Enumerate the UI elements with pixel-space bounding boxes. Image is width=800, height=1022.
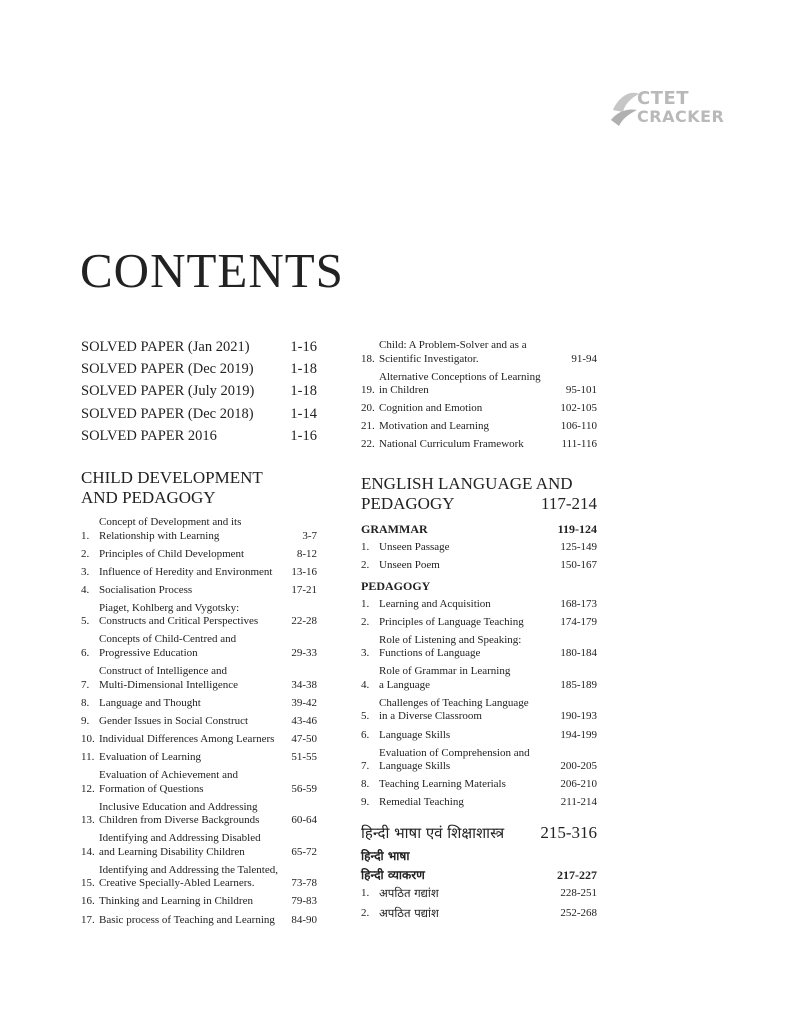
toc-item-title-line: Constructs and Critical Perspectives xyxy=(99,615,259,628)
hindi-bhasha-subheading xyxy=(361,848,597,864)
hindi-section xyxy=(361,823,597,926)
toc-item xyxy=(361,665,597,692)
toc-item-title xyxy=(379,541,554,555)
toc-item-title-line: Children from Diverse Backgrounds xyxy=(99,814,260,827)
toc-item-number: 3. xyxy=(361,647,370,660)
toc-item-title xyxy=(379,778,554,792)
toc-item-number: 8. xyxy=(361,778,370,791)
solved-paper-label: SOLVED PAPER (Jan 2021) xyxy=(81,339,250,355)
toc-item-number: 7. xyxy=(361,760,370,773)
toc-item-title-line: Language and Thought xyxy=(99,696,201,709)
toc-item-title xyxy=(379,402,554,416)
toc-item-pages: 252-268 xyxy=(560,907,597,919)
toc-item-number: 20. xyxy=(361,402,375,415)
ctet-cracker-logo xyxy=(611,88,723,132)
toc-item-pages: 194-199 xyxy=(560,728,597,741)
toc-item-title-line: Motivation and Learning xyxy=(379,420,489,433)
toc-item-pages: 65-72 xyxy=(291,845,317,858)
toc-item-number: 1. xyxy=(81,529,90,542)
toc-item-pages: 3-7 xyxy=(302,529,317,542)
toc-item-title-line: Relationship with Learning xyxy=(99,529,220,542)
toc-item-title xyxy=(379,634,554,661)
toc-item-title-line: Language Skills xyxy=(379,760,451,773)
toc-item-title xyxy=(99,864,285,891)
toc-item-title-line: Evaluation of Learning xyxy=(99,750,202,763)
toc-item-number: 6. xyxy=(361,728,370,741)
toc-item-title-line: Concepts of Child-Centred and xyxy=(99,633,237,646)
toc-item xyxy=(81,584,317,598)
toc-item-title-line: Formation of Questions xyxy=(99,782,204,795)
solved-papers-list xyxy=(81,336,317,447)
toc-item xyxy=(81,914,317,928)
section-heading-line: CHILD DEVELOPMENT xyxy=(81,468,263,487)
toc-item-title-line: Functions of Language xyxy=(379,647,481,660)
toc-item-title xyxy=(379,697,554,724)
toc-item xyxy=(361,796,597,810)
toc-item-number: 17. xyxy=(81,913,95,926)
toc-item-number: 4. xyxy=(361,678,370,691)
section-heading xyxy=(361,474,597,514)
toc-item xyxy=(361,634,597,661)
toc-item-title-line: Language Skills xyxy=(379,728,451,741)
toc-item-title-line: Unseen Poem xyxy=(379,559,440,572)
toc-item xyxy=(81,751,317,765)
subheading-label: PEDAGOGY xyxy=(361,578,431,593)
toc-item-title xyxy=(379,371,560,398)
toc-item-title-line: Piaget, Kohlberg and Vygotsky: xyxy=(99,601,240,614)
toc-item-title-line: Child: A Problem-Solver and as a xyxy=(379,339,527,351)
toc-item-pages: 174-179 xyxy=(560,615,597,628)
toc-item-pages: 60-64 xyxy=(291,814,317,827)
toc-item-title-line: Identifying and Addressing Disabled xyxy=(99,832,261,845)
solved-paper-pages: 1-16 xyxy=(290,427,317,444)
toc-item-title-line: a Language xyxy=(379,678,430,691)
toc-item-title-line: Remedial Teaching xyxy=(379,796,464,809)
toc-item-title-line: Basic process of Teaching and Learning xyxy=(99,913,275,926)
toc-item-title-line: Construct of Intelligence and xyxy=(99,665,227,678)
toc-item-title xyxy=(99,602,285,629)
section-heading-line: ENGLISH LANGUAGE AND xyxy=(361,474,573,493)
subheading-label: GRAMMAR xyxy=(361,522,428,536)
toc-item-title-line: Learning and Acquisition xyxy=(379,597,491,610)
toc-item-pages: 185-189 xyxy=(560,678,597,691)
toc-item xyxy=(81,895,317,909)
toc-item-title xyxy=(379,616,554,630)
toc-item-pages: 111-116 xyxy=(561,438,597,451)
solved-paper-row xyxy=(81,425,317,447)
toc-item-title: अपठित पद्यांश xyxy=(379,906,439,920)
toc-item-title xyxy=(99,832,285,859)
toc-item-number: 9. xyxy=(361,796,370,809)
toc-item-number: 1. xyxy=(361,541,370,553)
toc-item-number: 16. xyxy=(81,895,95,908)
toc-item-number: 2. xyxy=(361,907,370,919)
solved-paper-pages: 1-18 xyxy=(290,383,317,400)
toc-item-title-line: Principles of Language Teaching xyxy=(379,615,524,628)
toc-item-number: 11. xyxy=(81,750,95,763)
toc-item-title xyxy=(99,516,296,543)
toc-item xyxy=(81,715,317,729)
toc-item-title xyxy=(379,438,556,452)
logo-line-1: CTET xyxy=(637,88,690,109)
toc-item-title xyxy=(99,914,285,928)
toc-item-number: 14. xyxy=(81,845,95,858)
toc-item-pages: 180-184 xyxy=(560,647,597,660)
toc-item-title-line: National Curriculum Framework xyxy=(379,438,524,451)
toc-item-pages: 34-38 xyxy=(291,678,317,691)
toc-item-pages: 206-210 xyxy=(560,778,597,791)
toc-item-pages: 51-55 xyxy=(291,750,317,763)
solved-paper-label: SOLVED PAPER (July 2019) xyxy=(81,383,255,400)
section-heading-text: PEDAGOGY xyxy=(361,494,455,513)
toc-item xyxy=(81,864,317,891)
toc-item-number: 9. xyxy=(81,714,90,727)
toc-item-number: 15. xyxy=(81,877,95,890)
hindi-heading-text: हिन्दी भाषा एवं शिक्षाशास्त्र xyxy=(361,824,505,842)
hindi-heading-pages: 215-316 xyxy=(540,823,597,842)
toc-item-pages: 22-28 xyxy=(291,615,317,628)
toc-item-number: 12. xyxy=(81,782,95,795)
toc-item-title-line: Creative Specially-Abled Learners. xyxy=(99,877,255,890)
toc-item xyxy=(361,697,597,724)
toc-item-title-line: Cognition and Emotion xyxy=(379,402,483,415)
toc-item-number: 5. xyxy=(361,710,370,723)
child-development-continued xyxy=(361,339,597,456)
toc-item-pages: 8-12 xyxy=(296,547,317,560)
toc-item-title xyxy=(99,584,285,598)
toc-item xyxy=(81,633,317,660)
toc-item-title-line: and Learning Disability Children xyxy=(99,845,245,858)
toc-item-pages: 95-101 xyxy=(565,384,597,397)
toc-item-title-line: Role of Grammar in Learning xyxy=(379,665,511,678)
toc-item-number: 13. xyxy=(81,814,95,827)
toc-item-pages: 56-59 xyxy=(291,782,317,795)
solved-paper-row xyxy=(81,403,317,425)
toc-item-title-line: Unseen Passage xyxy=(379,541,450,553)
toc-item xyxy=(361,438,597,452)
toc-item-title xyxy=(99,769,285,796)
toc-item-pages: 43-46 xyxy=(291,714,317,727)
toc-item-pages: 84-90 xyxy=(291,913,317,926)
subheading-pages: 217-227 xyxy=(557,868,597,882)
toc-item-title-line: Gender Issues in Social Construct xyxy=(99,714,249,727)
toc-item xyxy=(361,616,597,630)
toc-item-title-line: in Children xyxy=(379,384,429,397)
toc-item xyxy=(81,566,317,580)
toc-item xyxy=(361,559,597,573)
toc-item-title xyxy=(99,633,285,660)
toc-item-number: 3. xyxy=(81,565,90,578)
toc-item xyxy=(81,697,317,711)
toc-item-pages: 73-78 xyxy=(291,877,317,890)
toc-item xyxy=(361,371,597,398)
section-heading xyxy=(81,468,317,508)
toc-item xyxy=(81,516,317,543)
toc-item-number: 7. xyxy=(81,678,90,691)
solved-paper-row xyxy=(81,336,317,358)
toc-item-title xyxy=(379,747,554,774)
toc-item-number: 8. xyxy=(81,696,90,709)
toc-item-pages: 91-94 xyxy=(571,352,597,365)
hindi-vyakaran-subheading xyxy=(361,867,597,883)
toc-item-title xyxy=(379,729,554,743)
toc-item-title: अपठित गद्यांश xyxy=(379,886,439,900)
toc-item xyxy=(361,598,597,612)
toc-item xyxy=(361,402,597,416)
solved-paper-pages: 1-14 xyxy=(290,405,317,422)
toc-item xyxy=(81,665,317,692)
toc-item-title xyxy=(99,801,285,828)
subheading-label: हिन्दी भाषा xyxy=(361,849,410,863)
toc-item-pages: 39-42 xyxy=(291,696,317,709)
toc-item-title-line: Principles of Child Development xyxy=(99,547,245,560)
toc-item xyxy=(81,769,317,796)
toc-item-number: 19. xyxy=(361,384,375,397)
subheading-label: हिन्दी व्याकरण xyxy=(361,868,425,882)
solved-paper-label: SOLVED PAPER 2016 xyxy=(81,427,217,444)
toc-item xyxy=(361,906,597,920)
toc-item xyxy=(361,886,597,900)
toc-item-title xyxy=(99,895,285,909)
page-title: CONTENTS xyxy=(80,243,344,298)
toc-item-number: 10. xyxy=(81,732,95,745)
section-pages: 117-214 xyxy=(540,494,597,513)
english-section xyxy=(361,474,597,814)
toc-item-number: 4. xyxy=(81,583,90,596)
toc-item-title xyxy=(379,796,555,810)
toc-item-title xyxy=(99,733,285,747)
toc-item-title xyxy=(379,598,554,612)
toc-item-number: 2. xyxy=(361,559,370,572)
toc-item-title-line: Progressive Education xyxy=(99,646,198,659)
toc-item-title-line: Thinking and Learning in Children xyxy=(99,895,253,908)
toc-item-title-line: Evaluation of Comprehension and xyxy=(379,746,530,759)
toc-item xyxy=(361,420,597,434)
solved-paper-row xyxy=(81,358,317,380)
toc-item-pages: 102-105 xyxy=(560,402,597,415)
pedagogy-subheading xyxy=(361,579,597,593)
toc-item-title-line: Alternative Conceptions of Learning xyxy=(379,370,541,383)
toc-item-pages: 211-214 xyxy=(560,796,597,809)
toc-item-title-line: Challenges of Teaching Language xyxy=(379,696,529,709)
solved-paper-pages: 1-18 xyxy=(290,361,317,378)
toc-item xyxy=(81,832,317,859)
toc-item xyxy=(361,339,597,366)
logo-line-2: CRACKER xyxy=(637,107,725,126)
toc-item-pages: 13-16 xyxy=(291,565,317,578)
toc-item-number: 1. xyxy=(361,887,370,899)
toc-item-title xyxy=(99,665,285,692)
toc-item-pages: 79-83 xyxy=(291,895,317,908)
toc-item-title xyxy=(379,559,554,573)
toc-item-title xyxy=(99,548,291,562)
toc-item-number: 6. xyxy=(81,646,90,659)
toc-item-title-line: Concept of Development and its xyxy=(99,516,242,528)
solved-paper-label: SOLVED PAPER (Dec 2019) xyxy=(81,361,254,378)
toc-item-number: 5. xyxy=(81,615,90,628)
subheading-pages: 119-124 xyxy=(557,522,597,536)
section-heading-line: AND PEDAGOGY xyxy=(81,488,216,507)
toc-item-pages: 47-50 xyxy=(291,732,317,745)
toc-item-pages: 29-33 xyxy=(291,646,317,659)
toc-item-title-line: Teaching Learning Materials xyxy=(379,778,506,791)
grammar-subheading xyxy=(361,522,597,536)
toc-item-title xyxy=(99,566,285,580)
toc-item-title xyxy=(99,715,285,729)
toc-item-pages: 168-173 xyxy=(560,597,597,610)
toc-item-title-line: in a Diverse Classroom xyxy=(379,710,482,723)
toc-item-pages: 106-110 xyxy=(560,420,597,433)
toc-item-pages: 150-167 xyxy=(560,559,597,572)
toc-item-number: 1. xyxy=(361,597,370,610)
section-heading-line xyxy=(361,494,597,514)
toc-item-title xyxy=(99,751,285,765)
toc-item xyxy=(81,733,317,747)
toc-item-title-line: Socialisation Process xyxy=(99,583,193,596)
toc-item-title-line: Influence of Heredity and Environment xyxy=(99,565,273,578)
toc-item-title-line: Role of Listening and Speaking: xyxy=(379,633,522,646)
solved-paper-pages: 1-16 xyxy=(290,339,317,355)
toc-item-title-line: Identifying and Addressing the Talented, xyxy=(99,863,278,876)
toc-item-pages: 190-193 xyxy=(560,710,597,723)
solved-paper-row xyxy=(81,380,317,402)
toc-item xyxy=(361,778,597,792)
toc-item-title-line: Inclusive Education and Addressing xyxy=(99,800,258,813)
toc-item-title xyxy=(99,697,285,711)
toc-item-title-line: Individual Differences Among Learners xyxy=(99,732,275,745)
child-development-section xyxy=(81,468,317,932)
toc-item-number: 2. xyxy=(361,615,370,628)
toc-item-pages: 17-21 xyxy=(291,583,317,596)
toc-item xyxy=(361,729,597,743)
toc-item xyxy=(81,548,317,562)
toc-item-title-line: Evaluation of Achievement and xyxy=(99,769,238,782)
toc-item-number: 22. xyxy=(361,438,375,451)
toc-item-pages: 228-251 xyxy=(560,887,597,899)
toc-item-number: 18. xyxy=(361,352,375,365)
solved-paper-label: SOLVED PAPER (Dec 2018) xyxy=(81,405,254,422)
toc-item-title xyxy=(379,665,554,692)
toc-item xyxy=(361,541,597,555)
toc-item-title-line: Multi-Dimensional Intelligence xyxy=(99,678,238,691)
toc-item-title xyxy=(379,339,565,366)
hindi-heading xyxy=(361,823,597,843)
toc-item-number: 2. xyxy=(81,547,90,560)
toc-item-number: 21. xyxy=(361,420,375,433)
toc-item-pages: 125-149 xyxy=(560,541,597,553)
toc-item xyxy=(81,602,317,629)
toc-item-pages: 200-205 xyxy=(560,760,597,773)
toc-item-title xyxy=(379,420,555,434)
toc-item-title-line: Scientific Investigator. xyxy=(379,352,479,365)
toc-item xyxy=(361,747,597,774)
toc-item xyxy=(81,801,317,828)
